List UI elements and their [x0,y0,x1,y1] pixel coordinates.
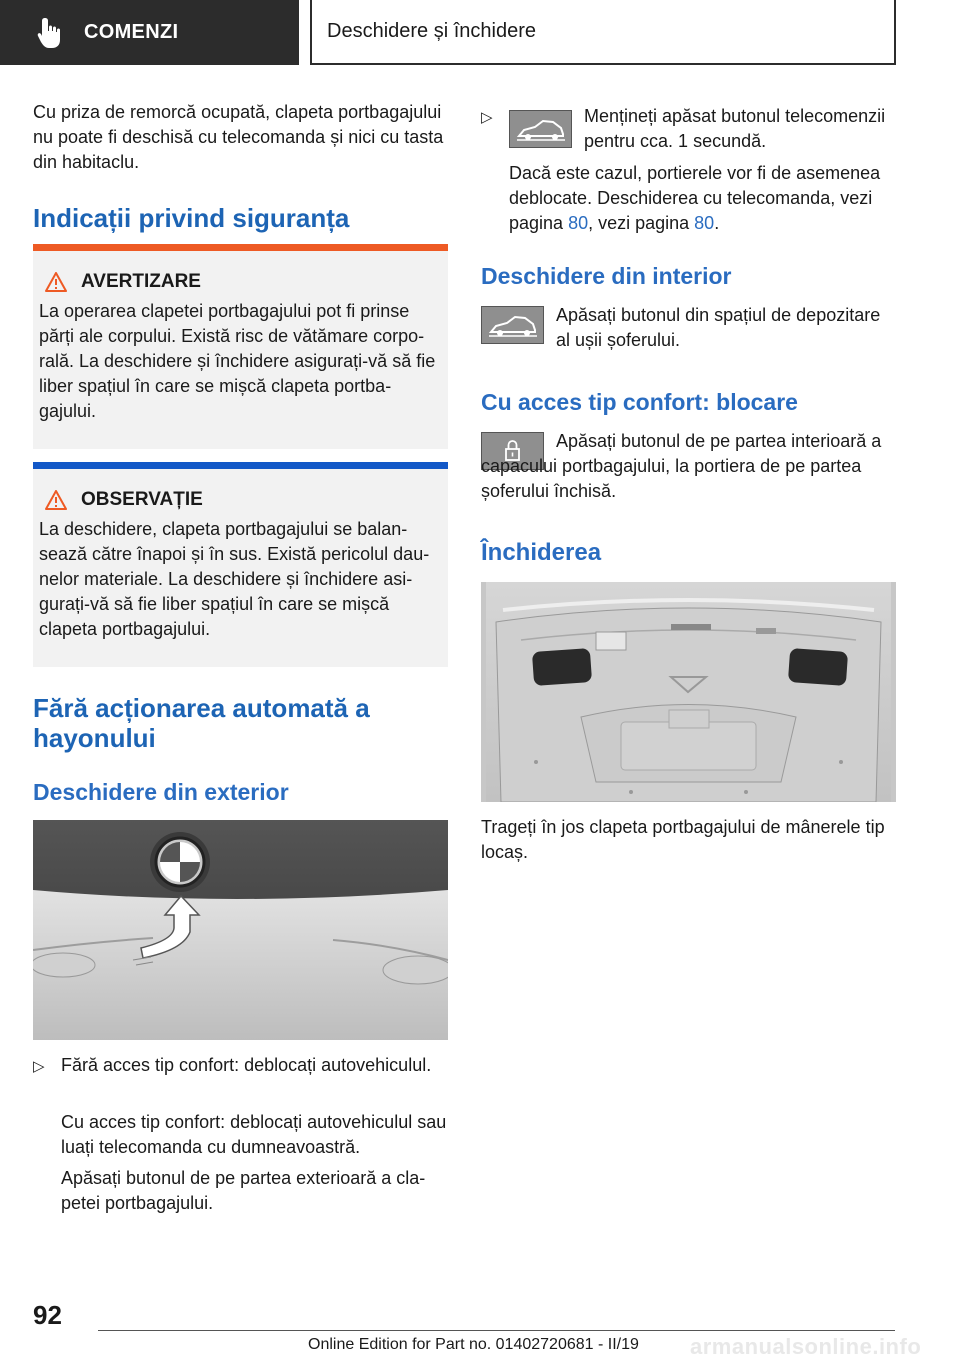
notice-bar [33,462,448,469]
warning-title: AVERTIZARE [81,271,201,292]
comfort-text: Apăsați butonul de pe partea interioară a capacului portbagajului, la portiera de pe partea șoferului închisă. [481,431,882,501]
warning-bar [33,244,448,251]
comfort-heading: Cu acces tip confort: blocare [481,389,798,415]
safety-heading: Indicații privind siguranța [33,203,350,233]
trunk-lid-interior-photo [481,582,896,802]
exterior-heading: Deschidere din exterior [33,779,289,805]
warning-text: La operarea clapetei portbagajului pot fi prinse părți ale corpului. Există risc de vătămare corporală. La deschidere și închidere asigurați-vă să fie liber spațiul în care se mișcă clapeta portbagajului. [39,301,436,421]
step1-text-b: Cu acces tip confort: deblocați autovehiculul sau luați telecomanda cu dumneavoastră. [61,1112,447,1157]
interior-heading: Deschidere din interior [481,263,732,289]
warning-box [33,244,448,449]
step2-text-a: Mențineți apăsat butonul telecomenzii pentru cca. 1 secundă. [584,106,886,151]
notice-title-row [45,489,448,511]
bullet-marker-2: ▷ [481,109,493,126]
step2-text-b-mid: , vezi pagina [588,213,695,233]
notice-text: La deschidere, clapeta portbagajului se balansează către înapoi și în sus. Există pericolul daunelor materiale. La deschidere și închidere asigurați-vă să fie liber spațiul în care se mișcă clapeta portbagajului. [39,519,430,639]
intro-paragraph: Cu priza de remorcă ocupată, clapeta portbagajului nu poate fi deschisă cu telecomanda și nici cu tasta din habitaclu. [33,102,444,172]
footer-edition: Online Edition for Part no. 01402720681 - II/19 [308,1336,639,1353]
step2-text-b [509,161,896,236]
footer-divider [98,1330,895,1331]
notice-title: OBSERVAȚIE [81,489,203,510]
watermark: armanualsonline.info [690,1334,922,1359]
header-section-label: COMENZI [84,21,179,43]
hand-pointer-icon [36,16,66,50]
exterior-button-photo [33,820,448,1040]
interior-trunk-button-icon [481,306,544,344]
no-auto-heading: Fără acționarea automată a hayonului [33,693,370,753]
header-chapter-label: Deschidere și închidere [327,20,536,42]
step2-text-b-post: . [714,213,720,233]
notice-box [33,462,448,667]
step2-text-b-pre: Dacă este cazul, portierele vor fi de asemenea deblocate. Deschiderea cu telecomanda, vezi pagina [509,163,881,233]
header-section-tab [0,0,299,65]
closing-text: Trageți în jos clapeta portbagajului de mânerele tip locaș. [481,817,885,862]
step1-text-a: Fără acces tip confort: deblocați autovehiculul. [61,1055,432,1075]
notice-triangle-icon [45,490,67,510]
step1-text-c: Apăsați butonul de pe partea exterioară a clapetei portbagajului. [61,1168,426,1213]
warning-triangle-icon [45,272,67,292]
remote-trunk-button-icon [509,110,572,148]
page-number: 92 [33,1300,62,1330]
page-link-80-b[interactable]: 80 [694,213,715,233]
header-chapter-tab [310,0,896,65]
warning-title-row [45,271,448,293]
closing-heading: Închiderea [481,539,602,566]
bullet-marker-1: ▷ [33,1058,45,1075]
page-link-80-a[interactable]: 80 [568,213,589,233]
interior-text: Apăsați butonul din spațiul de depozitare al ușii șoferului. [556,305,881,350]
